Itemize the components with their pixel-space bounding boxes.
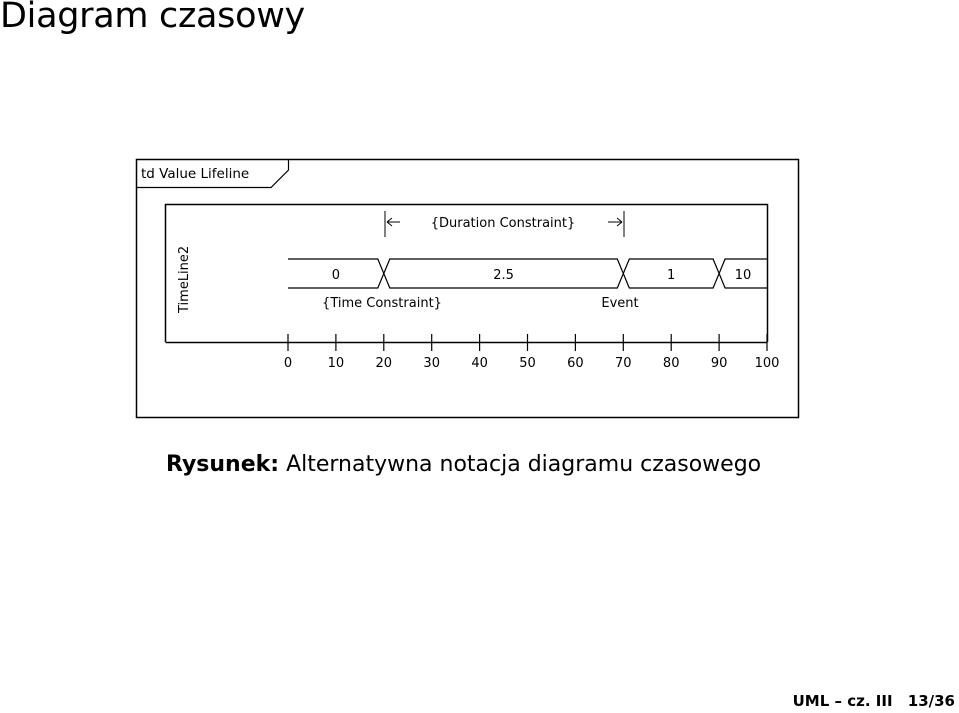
axis-tick-label: 80 (662, 356, 680, 371)
state-value-label: 2.5 (493, 268, 514, 283)
axis-tick-label: 50 (519, 356, 536, 371)
axis-tick-label: 40 (471, 356, 488, 371)
figure-caption (166, 452, 761, 477)
axis-tick-label: 20 (375, 356, 393, 371)
event-label: Event (601, 296, 639, 311)
footer (793, 692, 955, 710)
lifeline-name: TimeLine2 (177, 245, 192, 313)
caption-text: Alternatywna notacja diagramu czasowego (286, 452, 762, 477)
frame-label: td Value Lifeline (141, 166, 250, 182)
axis-tick-label: 60 (567, 356, 584, 371)
axis-tick-label: 90 (710, 356, 728, 371)
duration-constraint (385, 211, 624, 237)
footer-page: 13/36 (907, 692, 955, 710)
duration-constraint-label: {Duration Constraint} (430, 216, 576, 231)
axis-tick-label: 100 (754, 356, 780, 371)
time-constraint-label: {Time Constraint} (322, 296, 442, 311)
state-value-label: 1 (667, 268, 676, 283)
axis-tick-label: 10 (327, 356, 345, 371)
axis-tick-label: 70 (615, 356, 632, 371)
page-title: Diagram czasowy (0, 0, 305, 36)
axis-ticks (284, 334, 780, 371)
state-value-label: 0 (331, 268, 341, 283)
axis-tick-label: 30 (423, 356, 440, 371)
state-value-label: 10 (734, 268, 752, 283)
value-lifeline (288, 259, 767, 288)
footer-section: UML – cz. III (792, 692, 893, 710)
caption-label: Rysunek: (166, 452, 280, 477)
axis-tick-label: 0 (283, 356, 293, 371)
